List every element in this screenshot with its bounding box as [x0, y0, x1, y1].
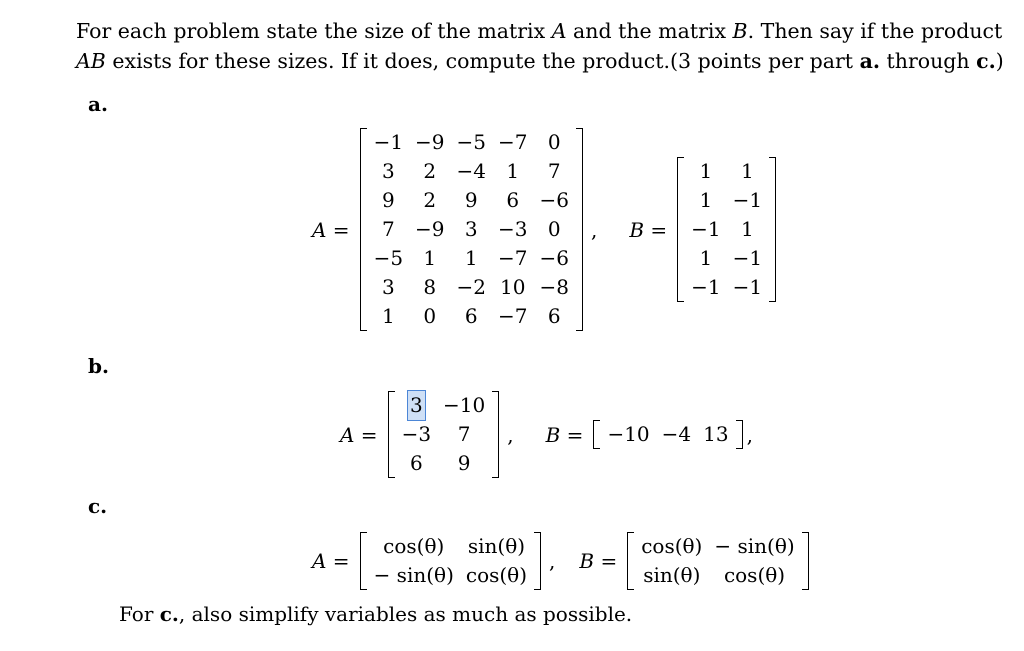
matrix-cell: cos(θ)	[383, 534, 445, 558]
matrix-row	[368, 186, 575, 215]
comma: ,	[507, 422, 514, 447]
matrix-cell: 9	[381, 188, 395, 212]
matrix-row	[396, 449, 492, 478]
matrix-cell: −1	[732, 246, 763, 270]
matrix-cell: −7	[498, 304, 528, 328]
part-b-equation	[340, 391, 759, 478]
part-b-label: b.	[88, 354, 109, 378]
matrix-cell: cos(θ)	[465, 563, 528, 587]
instructions-text: . Then say if the product	[747, 19, 1003, 43]
part-b-matrix-B	[593, 420, 742, 449]
problem-instructions	[76, 16, 1016, 76]
matrix-cell: 1	[464, 246, 478, 270]
matrix-row	[685, 186, 768, 215]
matrix-cell: 3	[381, 275, 395, 299]
matrix-cell: 13	[703, 422, 729, 446]
matrix-row	[368, 157, 575, 186]
instructions-text: and the matrix	[566, 19, 733, 43]
matrix-cell: 7	[547, 159, 561, 183]
part-c-matrix-A	[360, 532, 541, 590]
part-a-matrix-A	[360, 128, 583, 331]
part-b-A-lhs: A =	[340, 422, 378, 447]
matrix-cell: 6	[464, 304, 478, 328]
matrix-row	[685, 244, 768, 273]
matrix-cell: 8	[423, 275, 437, 299]
bold-part-c: c.	[976, 49, 996, 73]
matrix-row	[685, 157, 768, 186]
matrix-cell: 3	[464, 217, 478, 241]
matrix-cell: −1	[732, 275, 763, 299]
matrix-cell: −8	[539, 275, 569, 299]
part-a-A-lhs: A =	[312, 217, 350, 242]
selected-cell-highlight: 3	[408, 391, 425, 420]
matrix-cell	[396, 391, 437, 420]
matrix-cell: −5	[456, 130, 487, 154]
matrix-row	[635, 561, 800, 590]
matrix-table	[396, 391, 492, 478]
matrix-cell: 2	[423, 159, 437, 183]
matrix-cell: −7	[498, 246, 528, 270]
matrix-table	[368, 128, 575, 331]
instructions-text: through	[879, 49, 977, 73]
matrix-table	[368, 532, 533, 590]
part-c-B-lhs: B =	[579, 549, 618, 573]
instructions-line-2	[76, 46, 1016, 76]
matrix-row	[368, 302, 575, 331]
matrix-cell: −1	[691, 217, 721, 241]
var-A: A	[551, 19, 567, 43]
part-a-B-lhs: B =	[629, 217, 668, 242]
matrix-cell: 10	[500, 275, 526, 299]
part-a-label: a.	[88, 92, 108, 116]
matrix-row	[396, 391, 492, 420]
var-AB: AB	[76, 49, 106, 73]
matrix-cell: 1	[423, 246, 437, 270]
matrix-cell: cos(θ)	[723, 563, 786, 587]
matrix-cell: 6	[547, 304, 561, 328]
instructions-text: exists for these sizes. If it does, compute the product.(3 points per part	[105, 49, 860, 73]
matrix-cell: 6	[506, 188, 520, 212]
part-b-matrix-A	[388, 391, 500, 478]
instructions-text: )	[995, 49, 1004, 73]
matrix-cell: −6	[539, 246, 569, 270]
matrix-row	[368, 561, 533, 590]
part-b-B-lhs: B =	[545, 422, 584, 447]
matrix-row	[685, 273, 768, 302]
matrix-table	[601, 420, 734, 449]
matrix-cell: −2	[456, 275, 487, 299]
matrix-cell: 9	[464, 188, 478, 212]
part-c-A-lhs: A =	[312, 549, 350, 573]
matrix-cell: 2	[423, 188, 437, 212]
matrix-cell: 0	[547, 130, 561, 154]
matrix-cell: 7	[457, 422, 471, 446]
matrix-cell: 3	[381, 159, 395, 183]
matrix-cell: 1	[381, 304, 395, 328]
matrix-table	[685, 157, 768, 302]
matrix-cell: −1	[732, 188, 763, 212]
matrix-cell: −3	[498, 217, 528, 241]
matrix-row	[368, 215, 575, 244]
matrix-cell: −4	[456, 159, 487, 183]
matrix-row	[635, 532, 800, 561]
matrix-cell: −10	[443, 393, 486, 417]
var-B: B	[732, 19, 748, 43]
matrix-cell: 9	[457, 451, 471, 475]
matrix-cell: sin(θ)	[467, 534, 526, 558]
comma: ,	[590, 217, 598, 242]
matrix-cell: −1	[373, 130, 404, 154]
matrix-cell: −9	[415, 130, 445, 154]
instructions-text: For each problem state the size of the matrix	[76, 19, 552, 43]
matrix-cell: cos(θ)	[641, 534, 703, 558]
matrix-cell: 1	[741, 217, 754, 241]
comma: ,	[549, 549, 556, 573]
part-a-matrix-B	[677, 157, 776, 302]
matrix-row	[601, 420, 734, 449]
matrix-cell: −9	[415, 217, 445, 241]
matrix-cell: −6	[539, 188, 569, 212]
matrix-row	[685, 215, 768, 244]
comma: ,	[746, 422, 753, 447]
matrix-cell: −1	[691, 275, 721, 299]
matrix-row	[368, 532, 533, 561]
matrix-cell: −4	[661, 422, 692, 446]
part-c-equation	[312, 532, 809, 590]
matrix-cell: 0	[423, 304, 437, 328]
matrix-cell: 0	[547, 217, 561, 241]
matrix-cell: 1	[506, 159, 520, 183]
matrix-cell: −5	[373, 246, 404, 270]
matrix-cell: 1	[699, 159, 713, 183]
matrix-cell: 1	[699, 246, 713, 270]
matrix-cell: −3	[401, 422, 432, 446]
matrix-cell: 1	[699, 188, 713, 212]
part-c-label: c.	[88, 494, 108, 518]
simplify-note: For c., also simplify variables as much as possible.	[119, 602, 633, 626]
matrix-cell: 1	[741, 159, 754, 183]
bold-part-a: a.	[859, 49, 880, 73]
matrix-row	[368, 273, 575, 302]
instructions-line-1	[76, 16, 1016, 46]
matrix-cell: − sin(θ)	[714, 534, 795, 558]
matrix-cell: 6	[409, 451, 423, 475]
matrix-row	[368, 128, 575, 157]
part-c-matrix-B	[627, 532, 808, 590]
matrix-cell: 7	[381, 217, 395, 241]
part-a-equation	[312, 128, 776, 331]
matrix-cell: −7	[498, 130, 528, 154]
matrix-table	[635, 532, 800, 590]
matrix-cell: − sin(θ)	[373, 563, 454, 587]
matrix-row	[368, 244, 575, 273]
matrix-cell: sin(θ)	[643, 563, 701, 587]
matrix-cell: −10	[607, 422, 650, 446]
matrix-row	[396, 420, 492, 449]
